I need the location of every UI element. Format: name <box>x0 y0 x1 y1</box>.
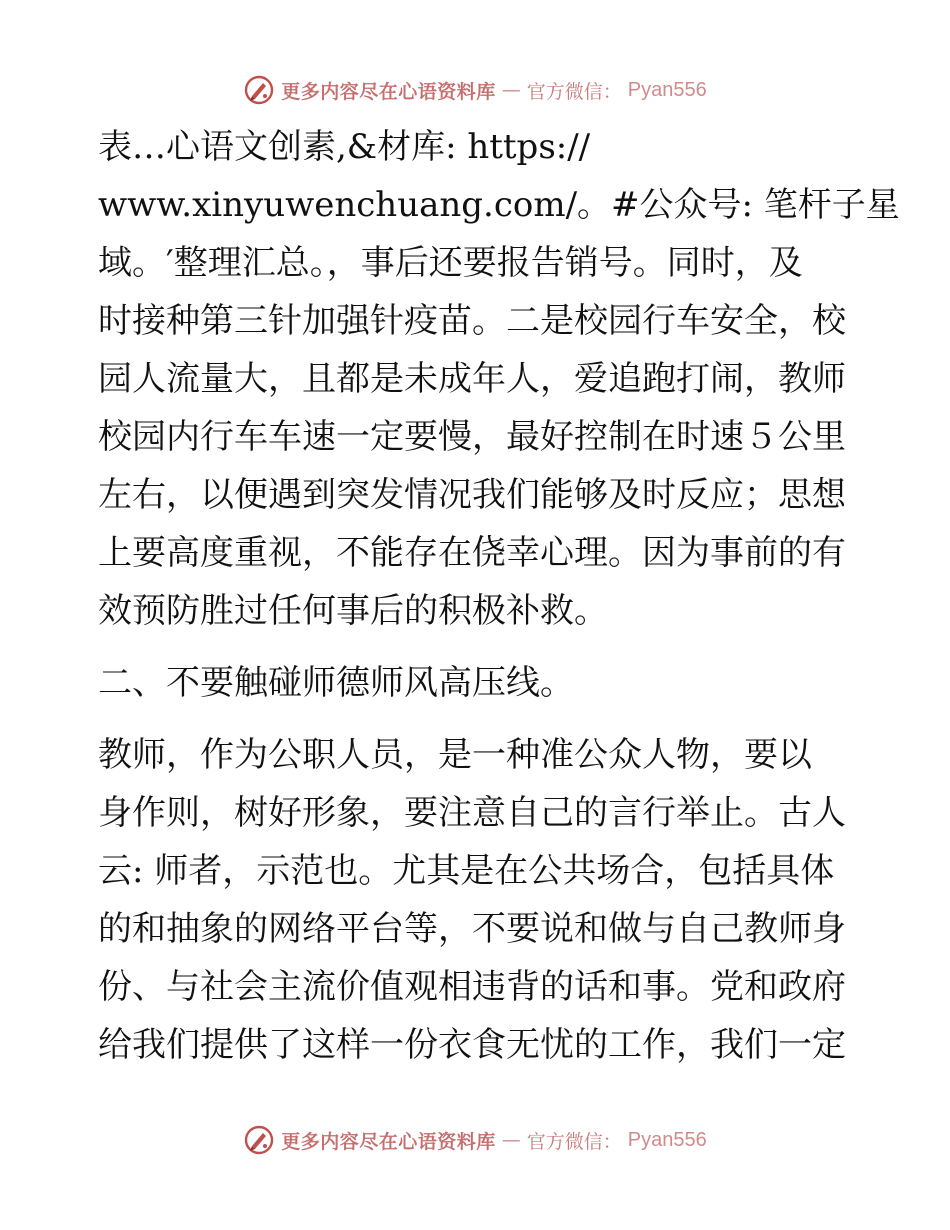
text-line: 左右，以便遇到突发情况我们能够及时反应；思想 <box>98 475 846 515</box>
footer-wechat-label: 官方微信： <box>526 1130 622 1153</box>
header-wechat-label: 官方微信： <box>526 80 622 103</box>
text-line: 园人流量大，且都是未成年人，爱追跑打闹，教师 <box>98 359 846 399</box>
text-line: 教师，作为公职人员，是一种准公众人物，要以 <box>98 735 812 775</box>
body-text <box>98 118 900 1074</box>
section-heading: 二、不要触碰师德师风高压线。 <box>98 663 574 703</box>
text-line: 上要高度重视，不能存在侥幸心理。因为事前的有 <box>98 533 846 573</box>
footer-separator: — <box>501 1129 521 1151</box>
paragraph-2 <box>98 726 858 1074</box>
text-line: www.xinyuwenchuang.com/。#公众号: 笔杆子星 <box>98 185 900 225</box>
text-line: 给我们提供了这样一份衣食无忧的工作，我们一定 <box>98 1025 846 1065</box>
pen-logo-icon <box>243 74 275 106</box>
header-banner <box>0 72 950 108</box>
header-site-text: 更多内容尽在心语资料库 <box>281 80 496 103</box>
text-line: 效预防胜过任何事后的积极补救。 <box>98 591 608 631</box>
text-line: 校园内行车车速一定要慢，最好控制在时速５公里 <box>98 417 846 457</box>
text-line: 时接种第三针加强针疫苗。二是校园行车安全，校 <box>98 301 846 341</box>
footer-banner <box>0 1122 950 1158</box>
paragraph-gap <box>98 712 858 726</box>
footer-wechat-id: Pyan556 <box>627 1128 707 1151</box>
header-separator: — <box>501 79 521 101</box>
text-line: 域。′整理汇总。，事后还要报告销号。同时，及 <box>98 243 803 283</box>
footer-site-text: 更多内容尽在心语资料库 <box>281 1130 496 1153</box>
paragraph-gap <box>98 640 858 654</box>
pen-logo-icon <box>243 1124 275 1156</box>
text-line: 的和抽象的网络平台等，不要说和做与自己教师身 <box>98 909 846 949</box>
text-line: 份、与社会主流价值观相违背的话和事。党和政府 <box>98 967 846 1007</box>
text-line: 云: 师者，示范也。尤其是在公共场合，包括具体 <box>98 851 835 891</box>
text-line: 表…心语文创素,&材库: https:// <box>98 127 591 167</box>
text-line: 身作则，树好形象，要注意自己的言行举止。古人 <box>98 793 846 833</box>
header-wechat-id: Pyan556 <box>627 78 707 101</box>
paragraph-1 <box>98 118 900 640</box>
